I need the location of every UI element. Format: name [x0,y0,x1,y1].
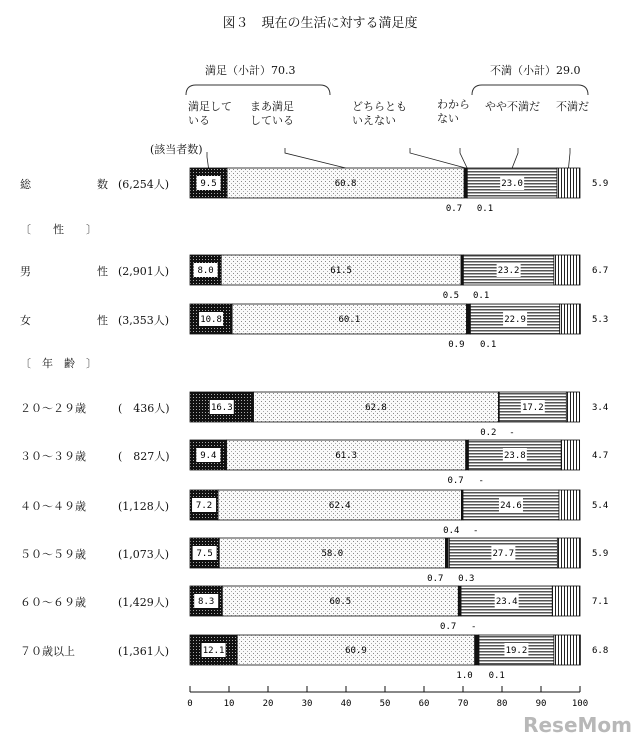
value-label: 5.9 [592,179,609,189]
value-label: 60.9 [345,646,367,656]
value-label: 9.5 [200,179,217,189]
value-label-small: - [509,428,515,438]
value-label: 24.6 [500,501,522,511]
bar-segment-5 [561,440,579,470]
row-label: ６０～６９歳 [20,596,86,609]
bar-segment-2 [458,586,461,616]
legend-label-0: いる [188,114,210,127]
leader-line [512,148,518,168]
row-count: ( 436人) [118,402,170,415]
value-label-small: 0.7 [440,622,457,632]
value-label-small: 0.1 [480,340,497,350]
row-count: (6,254人) [118,178,170,191]
row-label: 男 性 [20,265,108,278]
value-label: 61.5 [330,266,352,276]
leader-line [207,152,209,168]
value-label-small: 0.5 [442,291,460,301]
value-label: 8.0 [197,266,214,276]
value-label: 61.3 [335,451,358,461]
value-label-small: 0.1 [476,204,494,214]
row-label: ３０～３９歳 [20,450,86,463]
legend-label-2: いえない [352,114,396,127]
value-label-small: - [471,622,477,632]
x-tick-label: 60 [418,699,430,709]
value-label: 9.4 [200,451,217,461]
value-label: 12.1 [202,646,225,656]
x-tick-label: 20 [262,699,274,709]
value-label: 16.3 [210,403,233,413]
value-label: 6.8 [592,646,609,656]
bar-segment-5 [566,392,579,422]
bar-segment-5 [552,586,580,616]
row-label: 総 数 [20,178,108,191]
group-label-satisfied: 満足（小計）70.3 [205,64,296,77]
value-label: 62.4 [328,501,351,511]
bar-segment-5 [560,304,581,334]
bar-segment-2 [445,538,448,568]
row-count: (1,128人) [118,500,170,513]
row-label: ５０～５９歳 [20,548,86,561]
value-label: 7.2 [195,501,213,511]
value-label-small: 0.4 [443,526,460,536]
bar-segment-2 [467,304,471,334]
x-tick-label: 80 [496,699,508,709]
bar-segment-5 [554,255,580,285]
value-label: 17.2 [521,403,544,413]
value-label-small: 0.7 [445,204,463,214]
row-label: ２０～２９歳 [20,402,86,415]
value-label: 5.4 [592,501,609,511]
bar-segment-5 [559,490,580,520]
leader-line [410,148,466,168]
value-label: 60.1 [338,315,361,325]
value-label-small: 0.2 [480,428,497,438]
value-label: 27.7 [492,549,515,559]
value-label: 8.3 [198,597,215,607]
value-label: 6.7 [592,266,609,276]
x-tick-label: 70 [457,699,469,709]
row-count: (1,429人) [118,596,170,609]
value-label: 7.5 [196,549,213,559]
x-tick-label: 40 [340,699,352,709]
value-label-small: 0.1 [473,291,490,301]
value-label: 23.2 [497,266,520,276]
value-label: 5.9 [592,549,609,559]
value-label: 23.0 [501,179,523,189]
bar-segment-2 [464,168,467,198]
leader-line [568,148,570,168]
x-tick-label: 90 [535,699,547,709]
value-label: 5.3 [592,315,609,325]
bracket-dissatisfied [472,85,588,95]
row-count: (3,353人) [118,314,170,327]
row-label: 女 性 [20,314,108,327]
bar-segment-5 [557,168,580,198]
value-label-small: 0.9 [448,340,465,350]
legend-label-4: やや不満だ [485,100,540,113]
row-count: (1,073人) [118,548,170,561]
value-label: 60.8 [334,179,357,189]
bar-segment-2 [475,635,479,665]
value-label-small: 0.1 [488,671,505,681]
x-tick-label: 30 [301,699,313,709]
watermark-logo: ReseMom [523,713,632,735]
value-label: 60.5 [329,597,352,607]
x-tick-label: 100 [571,699,589,709]
value-label: 23.4 [495,597,518,607]
bracket-satisfied [186,85,330,95]
value-label-small: - [478,476,484,486]
row-label: ４０～４９歳 [20,500,86,513]
row-count: ( 827人) [118,450,170,463]
chart-title: 図３ 現在の生活に対する満足度 [222,16,418,31]
section-header-age: 〔 年 齢 〕 [20,357,97,370]
bar-segment-5 [557,538,580,568]
row-label: ７０歳以上 [20,645,75,658]
legend-label-0: 満足して [188,100,232,113]
value-label: 19.2 [505,646,528,656]
x-tick-label: 10 [223,699,235,709]
legend-label-1: している [250,114,294,127]
value-label: 58.0 [321,549,344,559]
row-count: (2,901人) [118,265,170,278]
group-label-dissatisfied: 不満（小計）29.0 [490,64,581,77]
value-label: 22.9 [504,315,526,325]
value-label: 3.4 [592,403,609,413]
value-label: 23.8 [504,451,526,461]
value-label-small: 0.7 [427,574,444,584]
bar-segment-2 [466,440,469,470]
legend-label-2: どちらとも [352,100,407,113]
value-label-small: 1.0 [456,671,473,681]
row-count: (1,361人) [118,645,170,658]
value-label: 10.8 [200,315,222,325]
value-label: 7.1 [592,597,609,607]
x-tick-label: 0 [187,699,193,709]
bar-segment-5 [554,635,581,665]
leader-line [285,148,346,168]
legend-label-1: まあ満足 [250,100,294,113]
value-label-small: 0.3 [458,574,475,584]
legend-label-5: 不満だ [556,100,589,113]
section-header-sex: 〔 性 〕 [20,223,97,236]
leader-line [460,148,467,168]
value-label-small: - [473,526,479,536]
value-label: 4.7 [592,451,609,461]
x-tick-label: 50 [379,699,391,709]
value-label: 62.8 [365,403,387,413]
legend-label-3: わからない [437,98,470,125]
count-header: (該当者数) [150,143,203,156]
value-label-small: 0.7 [447,476,464,486]
